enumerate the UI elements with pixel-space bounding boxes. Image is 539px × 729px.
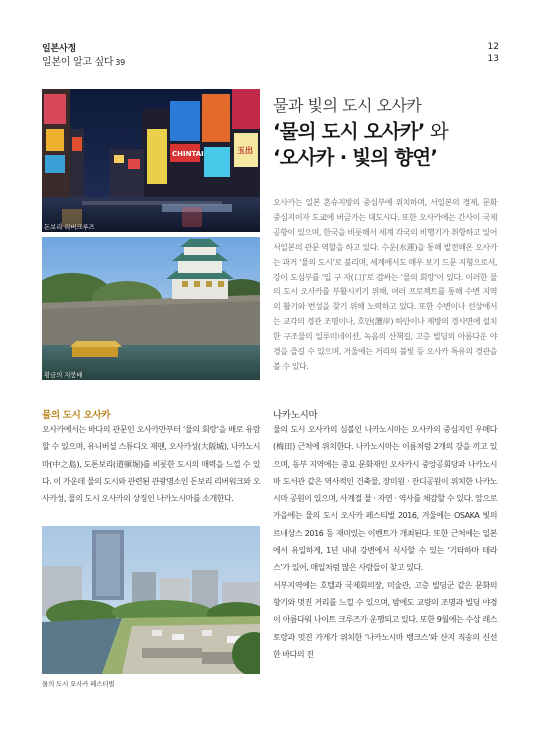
series-label: 일본사정 xyxy=(42,44,76,54)
article-title-line1 xyxy=(273,116,448,144)
article-title-line1-light: 와 xyxy=(424,120,448,143)
section-heading-water-city: 물의 도시 오사카 xyxy=(42,410,111,421)
article-title-line2: ‘오사카 · 빛의 향연’ xyxy=(273,146,438,169)
page-number-right: 13 xyxy=(487,54,499,64)
section-body-nakanoshima xyxy=(273,421,497,663)
issue-number: 39 xyxy=(115,58,125,67)
tamade-sign: 玉出 xyxy=(237,146,253,155)
castle-photo xyxy=(42,237,260,380)
festival-caption: 물의 도시 오사카 페스티벌 xyxy=(42,680,115,688)
page-number-left: 12 xyxy=(487,42,499,52)
nakanoshima-paragraph-2: 서부지역에는 호텔과 국제회의장, 미술관, 고층 빌딩군 같은 문화의 향기와 멋진 거리를 느낄 수 있으며, 밤에도 교량의 조명과 빌딩 야경이 아름다워 나이트 크루즈가 운행되고 있다. 또한 9월에는 수상 레스토랑과 멋진 가게가 위치한 ‘나카노시마 뱅크스’와 산지 직송의 신선한 바다의 진 xyxy=(273,580,497,659)
magazine-title-text: 일본이 알고 싶다 xyxy=(42,57,114,68)
festival-photo xyxy=(42,526,260,674)
castle-caption: 황금의 지붕배 xyxy=(44,371,83,379)
section-heading-nakanoshima: 나카노시마 xyxy=(273,410,318,421)
section-body-water-city: 오사카에서는 바다의 관문인 오사카만부터 ‘물의 회랑’을 배로 유람할 수 있으며, 유니버셜 스튜디오 재팬, 오사카성(大阪城), 나카노시마(中之島), 도톤보리(道頓堀)를 비롯한 도시의 매력을 느낄 수 있다. 이 가운데 물의 도시와 관련된 관광명소인 돈보리 리버워크와 오사카성, 물의 도시 오사카의 상징인 나카노시마를 소개한다. xyxy=(42,425,260,504)
magazine-title xyxy=(42,53,125,68)
dotonbori-caption: 돈보리 리버크루즈 xyxy=(44,223,95,231)
chintai-sign: CHINTAI xyxy=(172,150,204,158)
nakanoshima-paragraph-1: 물의 도시 오사카의 심볼인 나카노시마는 오사카의 중심지인 우메다(梅田) 근처에 위치한다. 나카노시마는 이름처럼 2개의 강을 끼고 있으며, 동부 지역에는 중요 문화재인 오사카시 중앙공회당과 나카노시마 도서관 같은 역사적인 건축물, 장미원 · 잔디공원이 위치한 나카노시마 공원이 있으며, 사계절 물 · 자연 · 역사를 체감할 수 있다. 앞으로 가을에는 물의 도시 오사카 페스티벌 2016, 겨울에는 OSAKA 빛의 르네상스 2016 등 재미있는 이벤트가 개최된다. 또한 근처에는 일본에서 유일하게, 1년 내내 강변에서 식사할 수 있는 ‘기타하마 테라스’가 있어, 매일처럼 많은 사람들이 찾고 있다. xyxy=(273,425,497,573)
article-subtitle: 물과 빛의 도시 오사카 xyxy=(273,96,422,115)
article-title-line1-bold: ‘물의 도시 오사카’ xyxy=(273,120,425,143)
article-intro: 오사카는 일본 혼슈지방의 중심부에 위치하며, 서일본의 경제, 문화 중심지이자 도쿄에 버금가는 대도시다. 또한 오사카에는 간사이 국제공항이 있으며, 한국을 비롯해서 세계 각국의 비행기가 취항하고 있어 서일본의 관문 역할을 하고 있다. 수운(水運)을 통해 발전해온 오사카는 과거 ‘물의 도시’로 불리며, 세계에서도 매우 보기 드문 지형으로서, 강이 도심부를 ‘입 구 자(口)’로 감싸는 ‘물의 회랑’이 있다. 이러한 물의 도시 오사카를 부활시키기 위해, 여러 프로젝트를 통해 수변 지역의 활기와 번성을 찾기 위해 노력하고 있다. 또한 수변이나 선상에서는 교각의 경관 조명이나, 호안(護岸) 하안이나 제방의 경사면에 설치한 구조물의 일루미네이션, 녹음의 산책길, 고층 빌딩의 아름다운 야경을 즐길 수 있으며, 거울에는 거리의 불빛 등 오사카 특유의 경관을 볼 수 있다. xyxy=(273,198,497,371)
dotonbori-photo xyxy=(42,89,260,232)
